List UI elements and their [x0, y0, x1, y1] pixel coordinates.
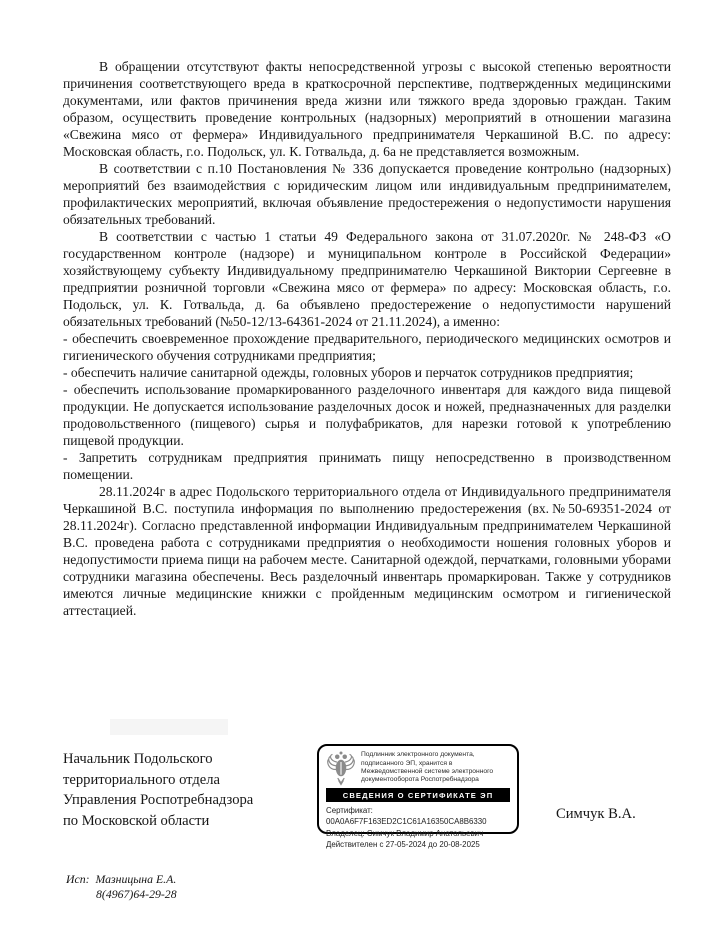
paragraph: 28.11.2024г в адрес Подольского территориального отдела от Индивидуального предпринимателя Черкашиной В.С. поступила информация по выполнению предостережения (вх.№50-69351-2024 от 28.11.2024г). Согласно представленной информации Индивидуальным предпринимателем Черкашиной В.С. проведена работа с сотрудниками предприятия о необходимости ношения головных уборов и недопустимости приема пищи на рабочем месте. Санитарной одеждой, перчатками, головными уборами сотрудники магазина обеспечены. Весь разделочный инвентарь промаркирован. Также у сотрудников имеются личные медицинские книжки с пройденным медицинским осмотром и гигиенической аттестацией.	[63, 484, 671, 618]
paragraph: - обеспечить своевременное прохождение предварительного, периодического медицинских осмотров и гигиенического обучения сотрудниками предприятия;	[63, 331, 671, 363]
executor-info	[66, 872, 177, 902]
paragraph: - обеспечить наличие санитарной одежды, головных уборов и перчаток сотрудников предприятия;	[63, 365, 634, 380]
paragraph: В обращении отсутствуют факты непосредственной угрозы с высокой степенью вероятности причинения соответствующего вреда в краткосрочной перспективе, подтвержденных медицинскими документами, или фактов причинения вреда жизни или тяжкого вреда здоровью граждан. Таким образом, осуществить проведение контрольных (надзорных) мероприятий в отношении магазина «Свежина мясо от фермера» Индивидуального предпринимателя Черкашиной В.С. по адресу: Московская область, г.о. Подольск, ул. К. Готвальда, д. 6а не представляется возможным.	[63, 59, 671, 159]
signatory-position-line: по Московской области	[63, 812, 210, 829]
certificate-number: Сертификат: 00A0A6F7F163ED2C1C61A16350CA8B6330	[326, 805, 487, 826]
scan-artifact	[110, 719, 228, 735]
executor-phone: 8(4967)64-29-28	[96, 887, 177, 901]
certificate-validity: Действителен с 27-05-2024 до 20-08-2025	[326, 840, 480, 849]
signer-name: Симчук В.А.	[556, 806, 636, 822]
stamp-title-bar: СВЕДЕНИЯ О СЕРТИФИКАТЕ ЭП	[326, 788, 510, 802]
signatory-position-line: территориального отдела	[63, 771, 221, 788]
rospotrebnadzor-emblem-icon	[326, 750, 356, 786]
stamp-top-section	[319, 746, 517, 787]
digital-signature-stamp	[317, 744, 519, 849]
signatory-position-line: Управления Роспотребнадзора	[63, 792, 254, 808]
paragraph: - обеспечить использование промаркированного разделочного инвентаря для каждого вида пищевой продукции. Не допускается использование разделочных досок и ножей, предназначенных для разделки продовольственного (пищевого) сырья и полуфабрикатов, для нарезки готовой к употреблению пищевой продукции.	[63, 382, 671, 448]
signatory-position	[63, 749, 253, 831]
paragraph: В соответствии с п.10 Постановления № 336 допускается проведение контрольно (надзорных) мероприятий без взаимодействия с юридическим лицом или индивидуальным предпринимателем, профилактических мероприятий, включая объявление предостережения о недопустимости нарушения обязательных требований.	[63, 161, 671, 227]
signatory-position-line: Начальник Подольского	[63, 751, 213, 767]
certificate-owner: Владелец: Симчук Владимир Анатольевич	[326, 828, 484, 838]
document-body	[63, 58, 671, 619]
paragraph: В соответствии с частью 1 статьи 49 Федерального закона от 31.07.2020г. № 248-ФЗ «О государственном контроле (надзоре) и муниципальном контроле в Российской Федерации» хозяйствующему субъекту Индивидуальному предпринимателю Черкашиной Виктории Сергеевне в предприятии розничной торговли «Свежина мясо от фермера» по адресу: Московская область, г.о. Подольск, ул. К. Готвальда, д. 6а объявлено предостережение о недопустимости нарушений обязательных требований (№50-12/13-64361-2024 от 21.11.2024), а именно:	[63, 229, 671, 329]
stamp-details	[319, 805, 517, 851]
paragraph: - Запретить сотрудникам предприятия принимать пищу непосредственно в производственном помещении.	[63, 450, 671, 482]
executor-name: Исп: Мазницына Е.А.	[66, 872, 177, 886]
stamp-header-text: Подлинник электронного документа, подписанного ЭП, хранится в Межведомственной системе электронного документооборота Роспотребнадзора	[361, 751, 494, 784]
